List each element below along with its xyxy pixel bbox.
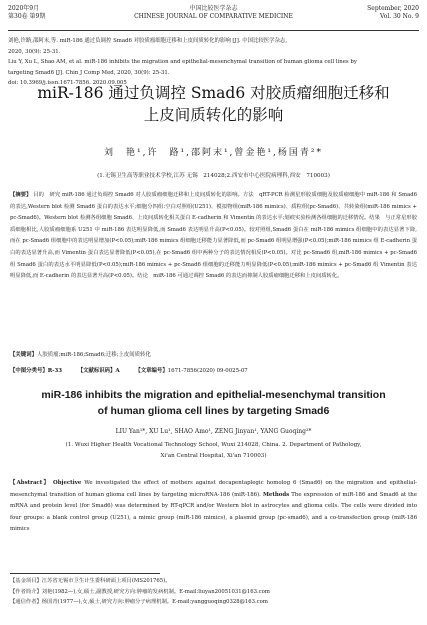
doc-code-label: 【文献标识码】 xyxy=(77,368,116,374)
methods-label: Methods xyxy=(262,491,290,498)
citation-cn-line1: 刘艳,许路,邵阿末,等. miR-186 通过负调控 Smad6 对胶质瘤细胞迁移和上皮间质转化的影响 [J]. 中国比较医学杂志, xyxy=(8,38,288,44)
affiliation-cn: (1.无锡卫生高等职业技术学校,江苏 无锡 214028;2.西安市中心医院病理科,西安 710003) xyxy=(97,173,330,179)
doc-code-value: A xyxy=(115,368,120,374)
journal-name-en: CHINESE JOURNAL OF COMPARATIVE MEDICINE xyxy=(134,13,293,20)
title-cn-line2: 上皮间质转化的影响 xyxy=(143,106,284,124)
methods-text: The expression of miR-186 and Smad6 at the mRNA and protein level (for Smad6) was determined by RT-qPCR and/or Western blot in astrocytes and glioma cells. The cells were divided into four groups: a blank control group (U251), a mimic group (miR-186 mimics), a plasmid group (pc-smad6), and a co-transfection group (miR-186 mimics xyxy=(10,491,417,533)
title-cn-line1: miR-186 通过负调控 Smad6 对胶质瘤细胞迁移和 xyxy=(37,84,390,102)
abstract-cn xyxy=(10,190,417,283)
affiliation-en xyxy=(8,440,419,462)
affiliation-en-line2: Xi'an Central Hospital, Xi'an 710003) xyxy=(160,453,267,459)
article-number-value: 1671-7856(2020) 09-0025-07 xyxy=(167,368,248,374)
abstract-en xyxy=(10,478,417,536)
authors-cn: 刘 艳¹,许 路¹,邵阿末¹,曾金艳¹,杨国青²* xyxy=(104,148,323,158)
citation-block xyxy=(8,36,419,89)
footnotes xyxy=(10,576,417,608)
classification-line xyxy=(10,366,417,374)
footnote-corresponding: 【通信作者】杨国青(1977—),女,硕士,研究方向:肿瘤分子病理机制。E-mail:yangguoqing0328@163.com xyxy=(10,599,268,606)
keywords-cn-text: 人胶质瘤;miR-186;Smad6;迁移;上皮间质转化 xyxy=(36,352,151,358)
keywords-cn-label: 【关键词】 xyxy=(10,352,37,358)
header-center xyxy=(8,5,419,21)
clc-label: 【中图分类号】 xyxy=(10,368,48,374)
header-volume-cn: 第30卷 第9期 xyxy=(8,13,46,20)
title-cn xyxy=(8,82,419,126)
citation-cn-line2: 2020, 30(9): 25-31. xyxy=(8,48,61,55)
running-header xyxy=(8,5,419,29)
affiliation-en-line1: (1. Wuxi Higher Health Vocational Technology School, Wuxi 214028, China. 2. Department of Pathology, xyxy=(65,442,362,448)
abstract-en-label: 【Abstract】 xyxy=(10,480,51,486)
doi: doi: 10.3969/j.issn.1671-7856. 2020.09.005 xyxy=(8,80,127,86)
clc-value: R-33 xyxy=(47,368,62,374)
journal-name-cn: 中国比较医学杂志 xyxy=(189,5,238,12)
keywords-cn xyxy=(10,350,417,358)
objective-label: Objective xyxy=(53,480,82,486)
title-en: miR-186 inhibits the migration and epithelial-mesenchymal transition of human glioma cell lines by targeting Smad6 xyxy=(41,389,386,417)
article-number-label: 【文章编号】 xyxy=(135,368,168,374)
header-date-en: September, 2020 xyxy=(367,5,419,12)
citation-en-line2: targeting Smad6 [J]. Chin J Comp Med, 2020, 30(9): 25-31. xyxy=(8,69,170,76)
objective-text: We investigated the effect of mothers against decapentaplegic homolog 6 (Smad6) on the migration and epithelial-mesenchymal transition of human glioma cell lines by targeting microRNA-186 (miR-186). xyxy=(10,480,417,498)
header-date-cn: 2020年9月 xyxy=(8,5,40,12)
footnote-author: 【作者简介】刘艳(1982—),女,硕士,副教授,研究方向:肿瘤的发病机制。E-mail:liuyan20051031@163.com xyxy=(10,588,270,595)
header-right xyxy=(367,5,419,21)
footnote-rule xyxy=(10,573,160,574)
citation-en-line1: Liu Y, Xu L, Shao AM, et al. miR-186 inhibits the migration and epithelial-mesenchymal transition of human glioma cell lines by xyxy=(8,59,357,65)
header-volume-en: Vol. 30 No. 9 xyxy=(379,13,419,20)
authors-en: LIU Yan¹*, XU Lu¹, SHAO Amo¹, ZENG Jinyan¹, YANG Guoqing²* xyxy=(115,428,312,435)
abstract-cn-text: 目的 研究 miR-186 通过负调控 Smad6 对人胶质瘤细胞迁移和上皮间质转化的影响。方法 qRT-PCR 检测星形胶质细胞及胶质瘤细胞中 miR-186 和 Smad6 的表达,Western blot 检测 Smad6 蛋白的表达水平;细胞分四组:空白对照组(U251)、模拟物组(miR-186 mimics)、质粒组(pc-Smad6)、共转染组(miR-186 mimics + pc-Smad6)。Western blot 检测各组细胞 Smad6、上皮间质转化相关蛋白 E-cadherin 和 Vimentin 的表达水平;划痕实验检测各组细胞的迁移情况。结果 与正常星形胶质细胞相比,人胶质瘤细胞系 U251 中 miR-186 表达明显降低,而 Smad6 表达明显升高(P<0.05)。较对照组,Smad6 蛋白在 miR-186 mimics 组细胞中的表达显著下降,而在 pc-Smad6 组细胞中的表达明显增加(P<0.05);miR-186 mimics 组细胞迁移能力显著降低,而 pc-Smad6 组明显增强(P<0.05);miR-186 mimics 组 E-cadherin 蛋白的表达显著升高,而 Vimentin 蛋白表达显著降低(P<0.05),在 pc-Smad6 组中两种分子的表达情况相反(P<0.05)。对比 pc-Smad6 组,miR-186 mimics + pc-Smad6 组 Smad6 蛋白的表达水平明显降低(P<0.05);miR-186 mimics + pc-Smad6 组细胞的迁移能力明显降低(P<0.05);miR-186 mimics + pc-Smad6 组 Vimentin 表达明显降低,而 E-cadherin 的表达显著升高(P<0.05)。结论 miR-186 可通过调控 Smad6 的表达而抑制人胶质瘤细胞迁移和上皮间质转化。 xyxy=(10,192,417,280)
footnote-fund: 【基金项目】江苏省无锡市卫生计生委科研面上项目(MS201765)。 xyxy=(10,578,171,584)
abstract-cn-label: 【摘要】 xyxy=(10,192,32,198)
header-rule xyxy=(8,30,419,31)
